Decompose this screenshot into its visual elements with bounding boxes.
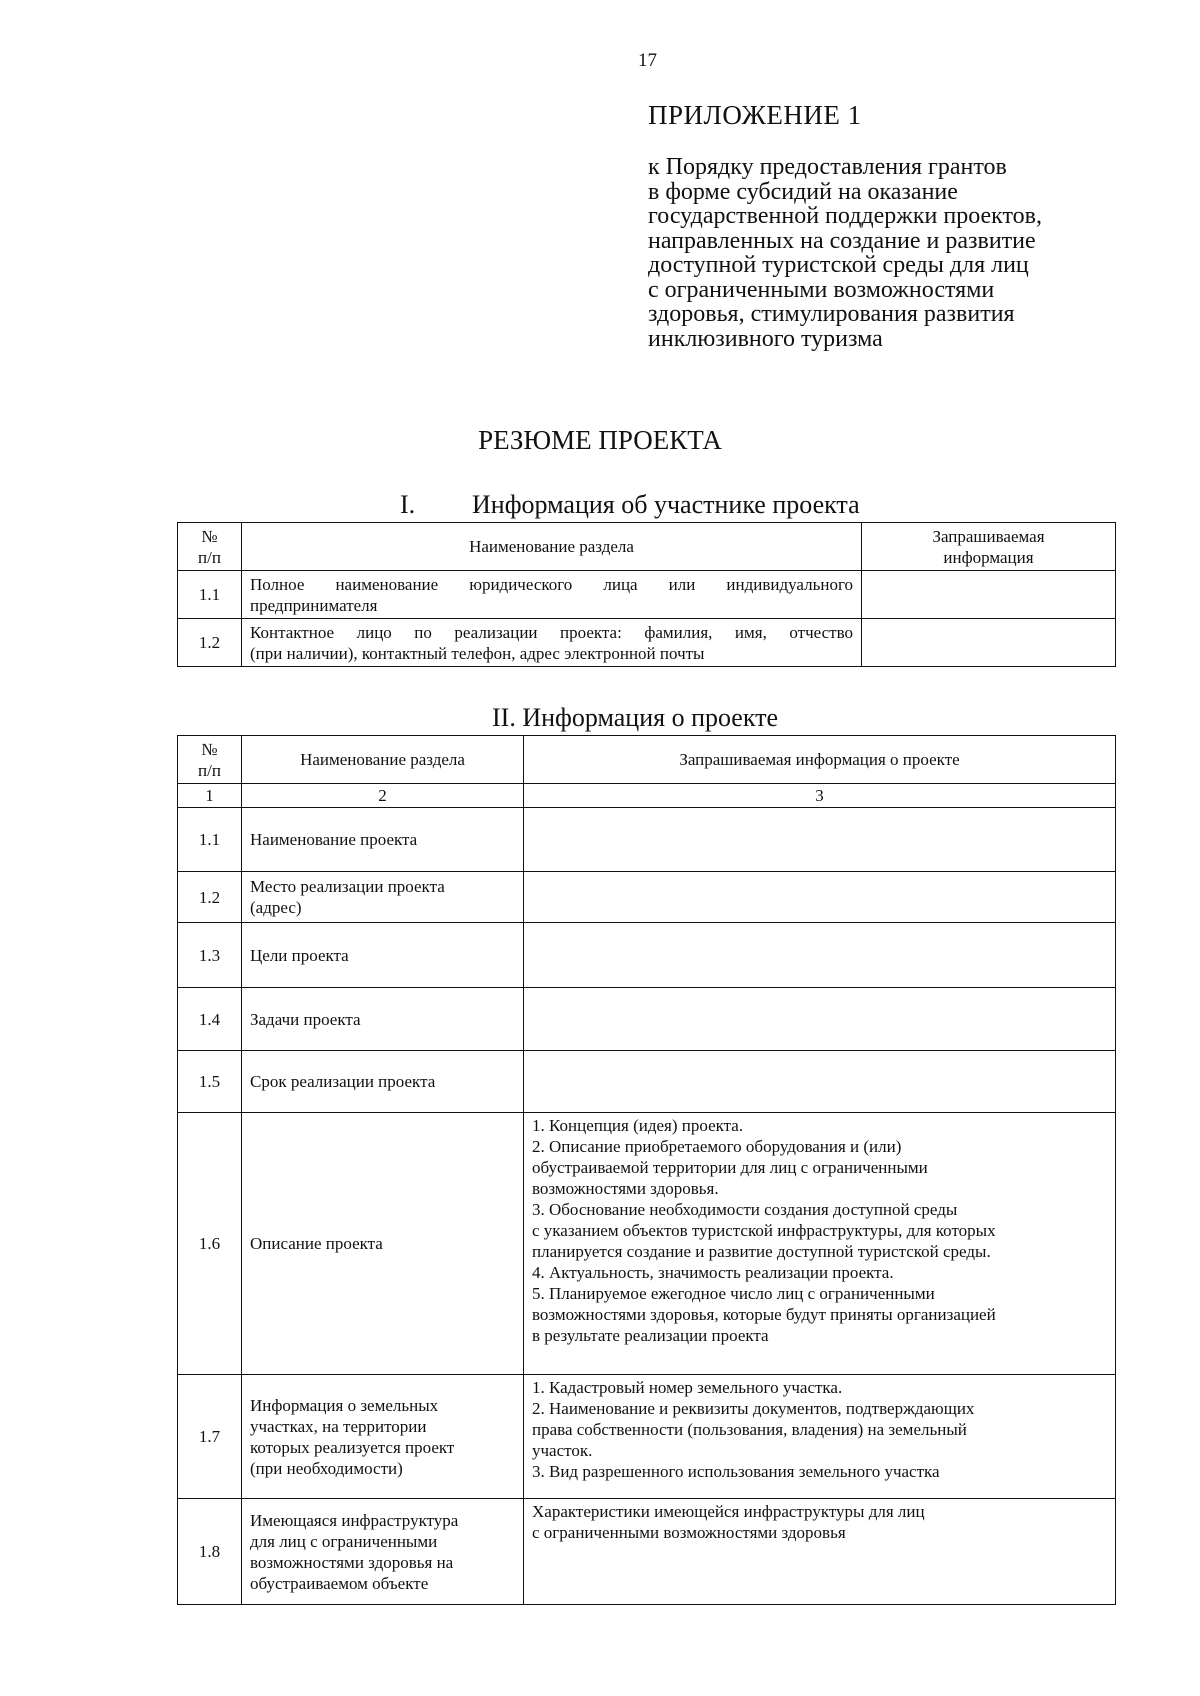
appendix-subtitle-line: доступной туристской среды для лиц xyxy=(648,252,1029,278)
appendix-subtitle xyxy=(648,155,1128,351)
section1-title: Информация об участнике проекта xyxy=(472,490,860,519)
appendix-subtitle-line: направленных на создание и развитие xyxy=(648,227,1036,254)
row-name: Информация о земельных участках, на территории которых реализуется проект (при необходимости) xyxy=(242,1375,524,1499)
row-name: Цели проекта xyxy=(242,923,524,988)
table-header-row xyxy=(178,736,1116,784)
row-number: 1.8 xyxy=(178,1499,242,1605)
table-header-row xyxy=(178,523,1116,571)
table-row xyxy=(178,988,1116,1051)
table-row xyxy=(178,1113,1116,1375)
column-number: 2 xyxy=(242,784,524,808)
table-row xyxy=(178,872,1116,923)
row-info: 1. Кадастровый номер земельного участка. 2. Наименование и реквизиты документов, подтверждающих права собственности (пользования, владения) на земельный участок. 3. Вид разрешенного использования земельного участка xyxy=(524,1375,1116,1499)
row-number: 1.1 xyxy=(178,571,242,619)
appendix-subtitle-line: с ограниченными возможностями xyxy=(648,276,995,303)
row-info[interactable] xyxy=(862,619,1116,667)
appendix-subtitle-line: к Порядку предоставления грантов xyxy=(648,154,1007,180)
table-row xyxy=(178,619,1116,667)
appendix-subtitle-line: государственной поддержки проектов, xyxy=(648,203,1042,229)
table-row xyxy=(178,923,1116,988)
row-info[interactable] xyxy=(524,1051,1116,1113)
project-info-table xyxy=(177,735,1116,1605)
row-number: 1.4 xyxy=(178,988,242,1051)
header-info: Запрашиваемая информация xyxy=(862,523,1116,571)
table-row xyxy=(178,808,1116,872)
table-row xyxy=(178,1499,1116,1605)
row-number: 1.2 xyxy=(178,872,242,923)
row-info: 1. Концепция (идея) проекта. 2. Описание приобретаемого оборудования и (или) обустраиваемой территории для лиц с ограниченными возможностями здоровья. 3. Обоснование необходимости создания доступной среды с указанием объектов туристской инфраструктуры, для которых планируется создание и развитие доступной туристской среды. 4. Актуальность, значимость реализации проекта. 5. Планируемое ежегодное число лиц с ограниченными возможностями здоровья, которые будут приняты организацией в результате реализации проекта xyxy=(524,1113,1116,1375)
section1-heading xyxy=(400,490,860,520)
appendix-subtitle-line: инклюзивного туризма xyxy=(648,325,883,352)
row-info[interactable] xyxy=(524,923,1116,988)
header-info: Запрашиваемая информация о проекте xyxy=(524,736,1116,784)
participant-info-table xyxy=(177,522,1116,667)
row-info[interactable] xyxy=(524,988,1116,1051)
row-name: Описание проекта xyxy=(242,1113,524,1375)
row-number: 1.6 xyxy=(178,1113,242,1375)
row-name: Имеющаяся инфраструктура для лиц с ограниченными возможностями здоровья на обустраиваемом объекте xyxy=(242,1499,524,1605)
row-info: Характеристики имеющейся инфраструктуры для лиц с ограниченными возможностями здоровья xyxy=(524,1499,1116,1605)
row-number: 1.1 xyxy=(178,808,242,872)
row-number: 1.2 xyxy=(178,619,242,667)
row-number: 1.3 xyxy=(178,923,242,988)
row-name: Наименование проекта xyxy=(242,808,524,872)
column-number: 3 xyxy=(524,784,1116,808)
row-number: 1.5 xyxy=(178,1051,242,1113)
section1-roman: I. xyxy=(400,490,416,519)
appendix-title: ПРИЛОЖЕНИЕ 1 xyxy=(648,100,862,130)
table-row xyxy=(178,571,1116,619)
row-number: 1.7 xyxy=(178,1375,242,1499)
section2-heading: II. Информация о проекте xyxy=(492,703,779,732)
column-number-row xyxy=(178,784,1116,808)
appendix-subtitle-line: в форме субсидий на оказание xyxy=(648,178,958,205)
resume-title: РЕЗЮМЕ ПРОЕКТА xyxy=(478,425,722,455)
row-name: Место реализации проекта (адрес) xyxy=(242,872,524,923)
row-info[interactable] xyxy=(862,571,1116,619)
header-name: Наименование раздела xyxy=(242,523,862,571)
row-info[interactable] xyxy=(524,872,1116,923)
column-number: 1 xyxy=(178,784,242,808)
row-name: Срок реализации проекта xyxy=(242,1051,524,1113)
header-name: Наименование раздела xyxy=(242,736,524,784)
table-row xyxy=(178,1051,1116,1113)
row-name: Контактное лицо по реализации проекта: фамилия, имя, отчество (при наличии), контактный телефон, адрес электронной почты xyxy=(242,619,862,667)
table-row xyxy=(178,1375,1116,1499)
row-info[interactable] xyxy=(524,808,1116,872)
page-number: 17 xyxy=(638,50,657,71)
header-num: № п/п xyxy=(178,523,242,571)
appendix-subtitle-line: здоровья, стимулирования развития xyxy=(648,301,1015,327)
row-name: Полное наименование юридического лица или индивидуального предпринимателя xyxy=(242,571,862,619)
row-name: Задачи проекта xyxy=(242,988,524,1051)
header-num: № п/п xyxy=(178,736,242,784)
